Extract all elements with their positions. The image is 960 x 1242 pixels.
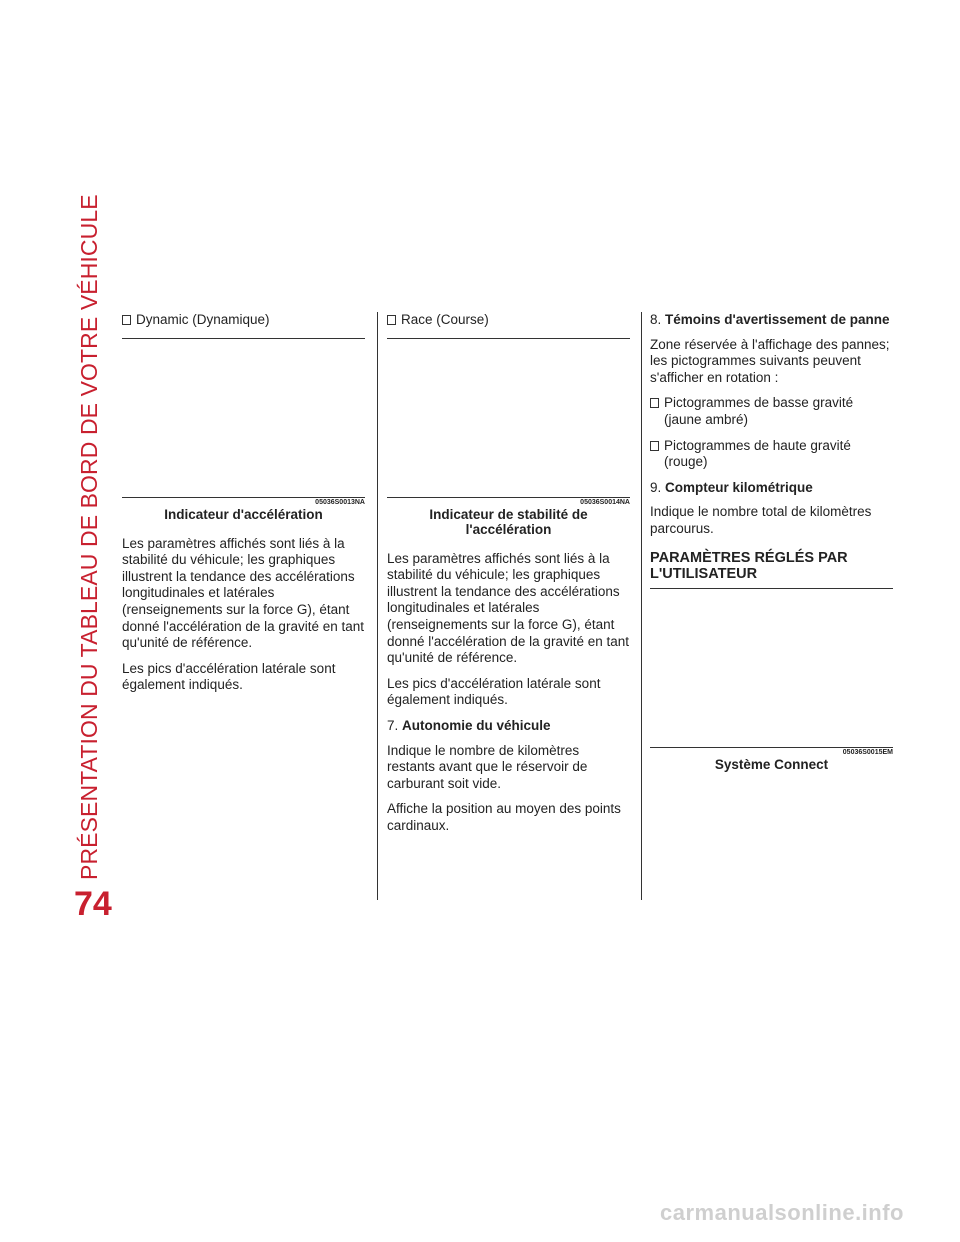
- bullet-text: Pictogrammes de haute gravité (rouge): [664, 437, 851, 470]
- item-number: 9.: [650, 479, 662, 495]
- numbered-heading: [650, 312, 893, 329]
- paragraph: Affiche la position au moyen des points cardinaux.: [387, 801, 621, 833]
- bullet-text: Dynamic (Dynamique): [136, 312, 270, 327]
- bullet-text: Pictogrammes de basse gravité (jaune ambré): [664, 395, 854, 427]
- paragraph: Les pics d'accélération latérale sont également indiqués.: [387, 675, 601, 708]
- column-divider: [641, 312, 642, 900]
- paragraph: Indique le nombre total de kilomètres parcourus.: [650, 504, 872, 536]
- figure-caption: [387, 507, 630, 537]
- bullet-item: [650, 395, 893, 428]
- figure-image-area: [387, 339, 630, 497]
- section-heading-line: PARAMÈTRES RÉGLÉS PAR: [650, 549, 848, 566]
- figure-code: 05036S0013NA: [315, 498, 365, 506]
- figure-image-area: [650, 589, 893, 747]
- figure-code: 05036S0014NA: [580, 498, 630, 506]
- paragraph: Les pics d'accélération latérale sont également indiqués.: [122, 660, 336, 693]
- figure-image-area: [122, 339, 365, 497]
- column-2: [387, 312, 630, 844]
- bullet-item: [122, 312, 365, 329]
- item-number: 7.: [387, 717, 399, 733]
- item-title: Témoins d'avertissement de panne: [665, 312, 890, 327]
- item-title: Compteur kilométrique: [665, 479, 813, 495]
- checkbox-square-icon: [122, 315, 131, 325]
- checkbox-square-icon: [650, 398, 659, 408]
- item-number: 8.: [650, 312, 662, 327]
- section-heading-line: L'UTILISATEUR: [650, 565, 758, 582]
- paragraph: Les paramètres affichés sont liés à la stabilité du véhicule; les graphiques illustrent la tendance des accélérations longitudinales et latérales (renseignements sur la force G), étant donné l'accélération de la gravité en tant qu'unité de référence.: [122, 535, 364, 651]
- side-chapter-title: PRÉSENTATION DU TABLEAU DE BORD DE VOTRE VÉHICULE: [76, 194, 102, 880]
- column-3: [650, 312, 893, 786]
- column-1: [122, 312, 365, 703]
- figure-caption-line: Indicateur de stabilité de: [429, 506, 588, 522]
- figure-caption-line: l'accélération: [465, 521, 552, 537]
- paragraph: Indique le nombre de kilomètres restants avant que le réservoir de carburant soit vide.: [387, 742, 588, 791]
- checkbox-square-icon: [650, 441, 659, 451]
- checkbox-square-icon: [387, 315, 396, 325]
- numbered-heading: [650, 480, 893, 497]
- bullet-item: [650, 438, 893, 471]
- page-number: 74: [74, 885, 112, 923]
- paragraph: Les paramètres affichés sont liés à la stabilité du véhicule; les graphiques illustrent la tendance des accélérations longitudinales et latérales (renseignements sur la force G), étant donné l'accélération de la gravité en tant qu'unité de référence.: [387, 550, 629, 666]
- bullet-item: [387, 312, 630, 329]
- numbered-heading: [387, 718, 630, 735]
- section-heading: [650, 550, 893, 582]
- paragraph: Zone réservée à l'affichage des pannes; les pictogrammes suivants peuvent s'afficher en rotation :: [650, 336, 890, 385]
- column-divider: [377, 312, 378, 900]
- item-title: Autonomie du véhicule: [402, 717, 551, 733]
- watermark-text: carmanualsonline.info: [660, 1200, 904, 1225]
- figure-caption: Indicateur d'accélération: [164, 506, 323, 522]
- figure-code: 05036S0015EM: [842, 748, 893, 756]
- figure-caption: Système Connect: [714, 756, 829, 772]
- bullet-text: Race (Course): [401, 312, 489, 327]
